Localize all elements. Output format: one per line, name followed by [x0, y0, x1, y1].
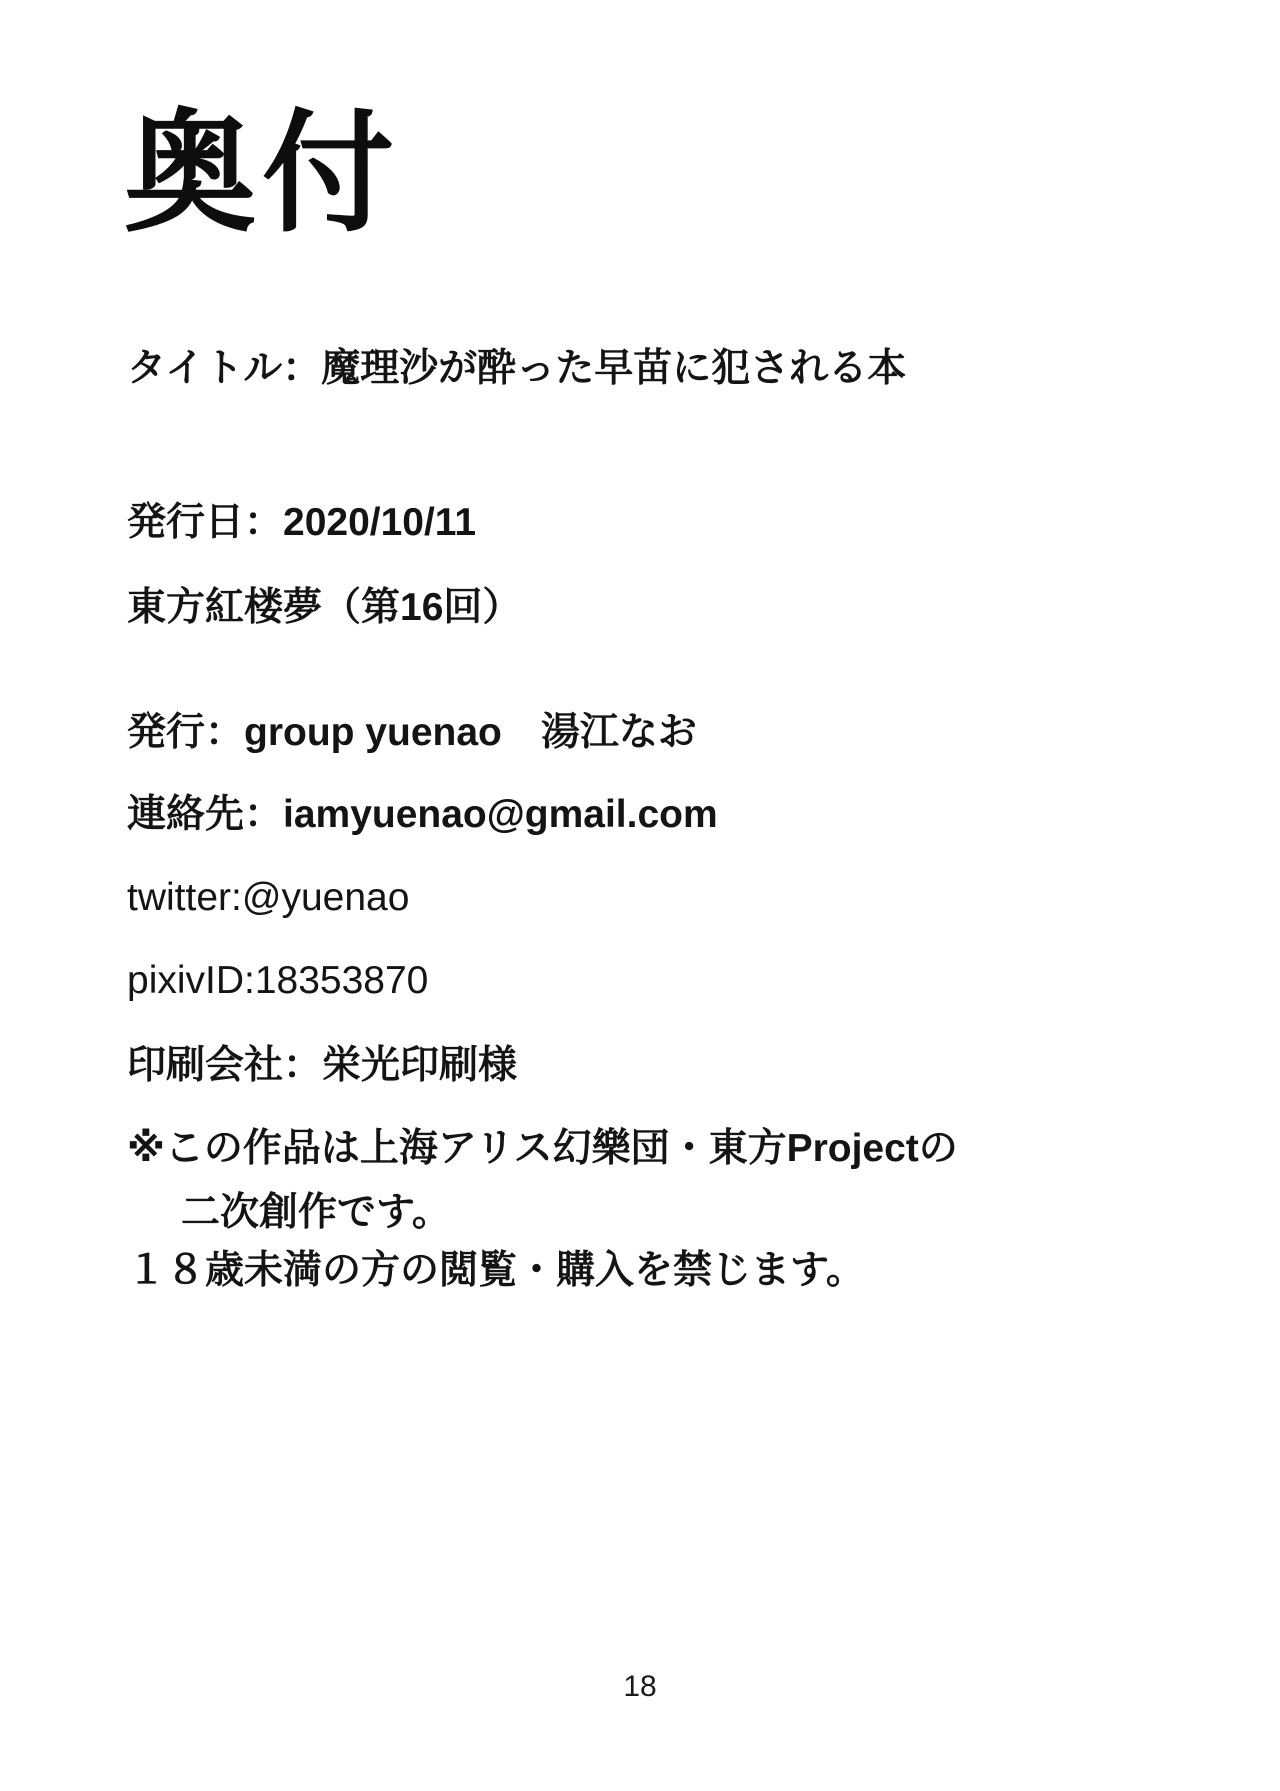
- book-title-line: タイトル：魔理沙が酔った早苗に犯される本: [127, 347, 907, 390]
- pixiv-id-line: pixivID:18353870: [127, 959, 429, 1002]
- page-number: 18: [623, 1670, 657, 1703]
- derivative-work-disclaimer-line-2: 二次創作です。: [181, 1191, 451, 1234]
- publish-date-line: 発行日：2020/10/11: [127, 501, 477, 544]
- age-restriction-line: １８歳未満の方の閲覧・購入を禁じます。: [127, 1249, 865, 1292]
- derivative-work-disclaimer-line-1: ※この作品は上海アリス幻樂団・東方Projectの: [127, 1127, 958, 1170]
- publisher-line: 発行：group yuenao 湯江なお: [127, 711, 697, 754]
- event-line: 東方紅楼夢（第16回）: [127, 586, 522, 629]
- contact-email-line: 連絡先：iamyuenao@gmail.com: [127, 793, 718, 836]
- page-title: 奥付: [124, 100, 400, 247]
- twitter-handle-line: twitter:@yuenao: [127, 876, 410, 919]
- printer-line: 印刷会社：栄光印刷様: [127, 1044, 518, 1087]
